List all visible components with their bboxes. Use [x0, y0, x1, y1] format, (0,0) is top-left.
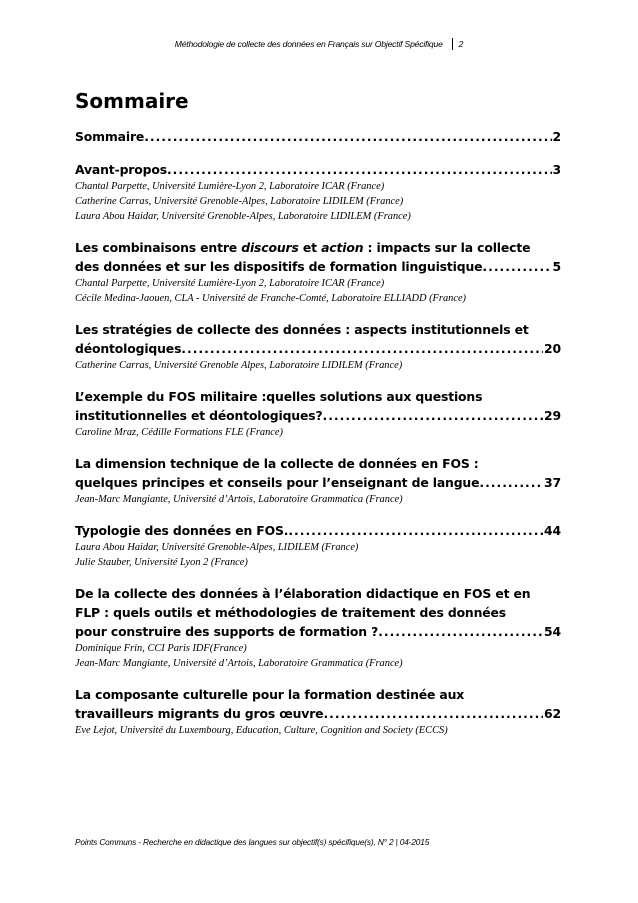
toc-title-text: Avant-propos — [75, 162, 167, 177]
toc-title-text: institutionnelles et déontologiques? — [75, 408, 323, 423]
page-footer: Points Communs - Recherche en didactique des langues sur objectif(s) spécifique(s), N° 2 | 04-2015 — [75, 837, 430, 847]
toc-title-line — [75, 238, 561, 257]
toc-dot-leader — [144, 127, 551, 146]
toc-title-text: déontologiques — [75, 341, 182, 356]
toc-entry — [75, 387, 561, 440]
toc-entry-title[interactable] — [75, 387, 561, 425]
toc-author: Dominique Frin, CCI Paris IDF(France) — [75, 643, 247, 654]
toc-dot-leader — [479, 473, 543, 492]
toc-title-text: La composante culturelle pour la formation destinée aux — [75, 687, 465, 702]
table-of-contents — [75, 127, 561, 752]
toc-author: Catherine Carras, Université Grenoble Alpes, Laboratoire LIDILEM (France) — [75, 360, 403, 371]
toc-title-text: Typologie des données en FOS. — [75, 523, 289, 538]
toc-page-number: 5 — [552, 259, 561, 274]
toc-title-line — [75, 160, 561, 179]
toc-title-text: De la collecte des données à l’élaboration didactique en FOS et en — [75, 586, 531, 601]
toc-title-line — [75, 257, 561, 276]
toc-page-number: 54 — [544, 624, 561, 639]
toc-title-line — [75, 521, 561, 540]
toc-title-text: FLP : quels outils et méthodologies de traitement des données — [75, 605, 507, 620]
toc-entry — [75, 584, 561, 671]
toc-title-line — [75, 320, 561, 339]
header-page-number: 2 — [458, 39, 464, 49]
toc-author: Laura Abou Haidar, Université Grenoble-Alpes, LIDILEM (France) — [75, 542, 359, 553]
toc-author: Julie Stauber, Université Lyon 2 (France) — [75, 557, 248, 568]
toc-entry-title[interactable] — [75, 584, 561, 641]
toc-entry — [75, 685, 561, 738]
toc-entry-title[interactable] — [75, 127, 561, 146]
toc-author: Jean-Marc Mangiante, Université d’Artois, Laboratoire Grammatica (France) — [75, 494, 403, 505]
toc-page-number: 3 — [552, 162, 561, 177]
toc-entry-title[interactable] — [75, 521, 561, 540]
toc-page-number: 2 — [552, 129, 561, 144]
toc-entry-title[interactable] — [75, 454, 561, 492]
toc-title-text: des données et sur les dispositifs de formation linguistique — [75, 259, 483, 274]
toc-entry-title[interactable] — [75, 320, 561, 358]
toc-title-line — [75, 704, 561, 723]
header-separator — [452, 38, 453, 50]
toc-page-number: 37 — [544, 475, 561, 490]
header-title: Méthodologie de collecte des données en Français sur Objectif Spécifique — [174, 39, 443, 49]
toc-page-number: 20 — [544, 341, 561, 356]
toc-dot-leader — [288, 521, 543, 540]
toc-entry-title[interactable] — [75, 238, 561, 276]
toc-dot-leader — [323, 406, 544, 425]
page-title: Sommaire — [75, 89, 189, 113]
toc-author: Eve Lejot, Université du Luxembourg, Education, Culture, Cognition and Society (ECCS) — [75, 725, 448, 736]
toc-entry — [75, 127, 561, 146]
toc-author: Laura Abou Haidar, Université Grenoble-Alpes, Laboratoire LIDILEM (France) — [75, 211, 411, 222]
toc-title-line — [75, 622, 561, 641]
toc-title-line — [75, 603, 561, 622]
toc-title-line — [75, 454, 561, 473]
toc-entry-title[interactable] — [75, 685, 561, 723]
toc-title-line — [75, 473, 561, 492]
running-header — [0, 38, 638, 50]
toc-title-line — [75, 127, 561, 146]
toc-author: Chantal Parpette, Université Lumière-Lyon 2, Laboratoire ICAR (France) — [75, 278, 385, 289]
toc-entry — [75, 238, 561, 306]
toc-title-text: pour construire des supports de formation ? — [75, 624, 379, 639]
toc-entry — [75, 454, 561, 507]
toc-title-text: travailleurs migrants du gros œuvre — [75, 706, 324, 721]
toc-page-number: 62 — [544, 706, 561, 721]
toc-author: Cécile Medina-Jaouen, CLA - Université de Franche-Comté, Laboratoire ELLIADD (France) — [75, 293, 467, 304]
toc-title-line — [75, 685, 561, 704]
toc-title-line — [75, 406, 561, 425]
toc-dot-leader — [181, 339, 543, 358]
toc-dot-leader — [482, 257, 551, 276]
toc-title-text: Sommaire — [75, 129, 145, 144]
toc-dot-leader — [167, 160, 552, 179]
toc-title-text: La dimension technique de la collecte de données en FOS : — [75, 456, 479, 471]
toc-title-line — [75, 387, 561, 406]
toc-page-number: 29 — [544, 408, 561, 423]
toc-entry — [75, 521, 561, 570]
toc-title-line — [75, 584, 561, 603]
toc-entry-title[interactable] — [75, 160, 561, 179]
toc-dot-leader — [378, 622, 543, 641]
toc-title-line — [75, 339, 561, 358]
toc-author: Chantal Parpette, Université Lumière-Lyon 2, Laboratoire ICAR (France) — [75, 181, 385, 192]
toc-entry — [75, 160, 561, 224]
toc-page-number: 44 — [544, 523, 561, 538]
toc-author: Jean-Marc Mangiante, Université d’Artois, Laboratoire Grammatica (France) — [75, 658, 403, 669]
toc-title-text: quelques principes et conseils pour l’enseignant de langue — [75, 475, 480, 490]
toc-entry — [75, 320, 561, 373]
toc-title-text: Les combinaisons entre discours et action : impacts sur la collecte — [75, 240, 531, 255]
toc-author: Caroline Mraz, Cédille Formations FLE (France) — [75, 427, 283, 438]
toc-author: Catherine Carras, Université Grenoble-Alpes, Laboratoire LIDILEM (France) — [75, 196, 404, 207]
toc-title-text: Les stratégies de collecte des données : aspects institutionnels et — [75, 322, 529, 337]
toc-dot-leader — [323, 704, 543, 723]
toc-title-text: L’exemple du FOS militaire :quelles solutions aux questions — [75, 389, 483, 404]
